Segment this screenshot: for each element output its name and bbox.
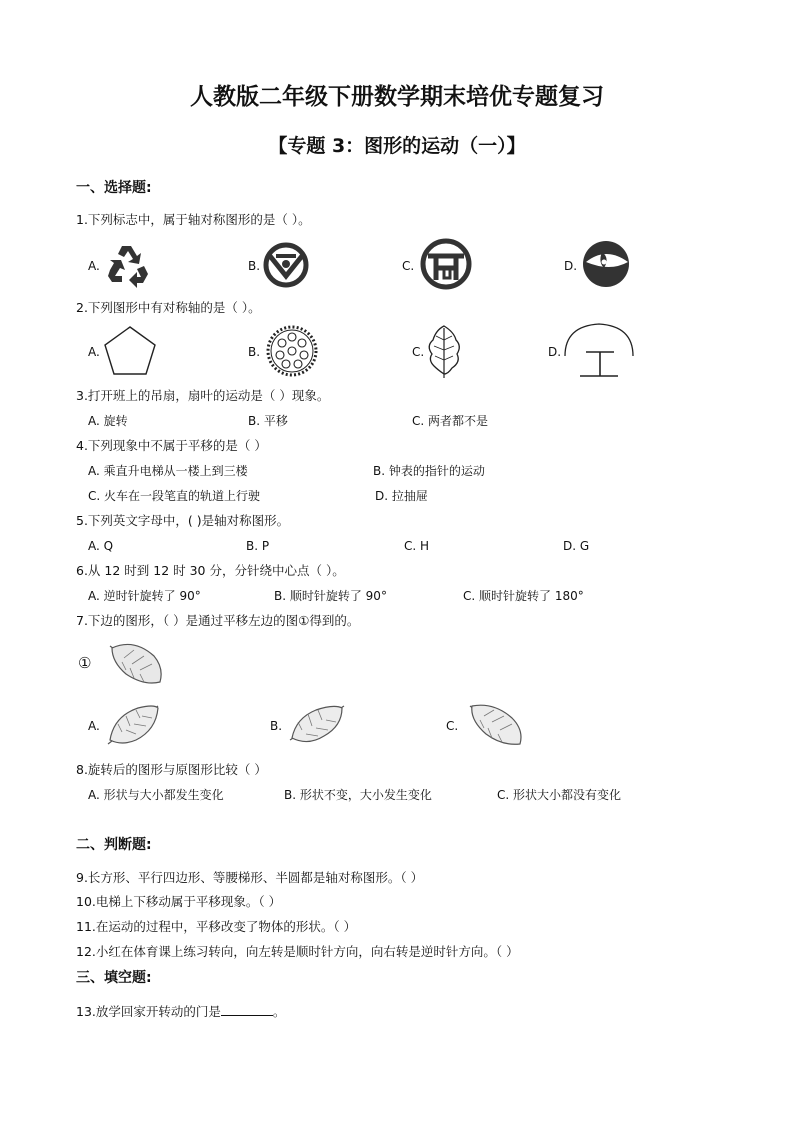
q1-option-b-label: B.	[248, 259, 261, 273]
pentagon-shape	[102, 324, 158, 378]
question-12: 12.小红在体育课上练习转向，向左转是顺时针方向，向右转是逆时针方向。（ ）	[76, 944, 519, 959]
q2-option-b-label: B.	[248, 345, 261, 359]
question-8: 8.旋转后的图形与原图形比较（ ）	[76, 762, 267, 777]
scalloped-circle-shape	[264, 324, 320, 378]
q7-figure-marker: ①	[78, 654, 92, 672]
q7-option-c-leaf-icon	[464, 700, 526, 750]
q5-option-a: A. Q	[88, 539, 114, 553]
question-1: 1.下列标志中，属于轴对称图形的是（ ）。	[76, 212, 311, 227]
arch-shape	[562, 320, 636, 380]
section-heading-fill: 三、填空题:	[76, 970, 152, 986]
q8-option-a: A. 形状与大小都发生变化	[88, 788, 224, 802]
q6-option-a: A. 逆时针旋转了 90°	[88, 589, 201, 603]
q8-option-c: C. 形状大小都没有变化	[497, 788, 622, 802]
section-heading-judgement: 二、判断题:	[76, 837, 152, 853]
q7-option-b-leaf-icon	[286, 700, 348, 750]
q1-option-a-label: A.	[88, 259, 100, 273]
q5-option-d: D. G	[563, 539, 590, 553]
emblem-logo-icon	[262, 242, 310, 288]
q5-option-b: B. P	[246, 539, 270, 553]
question-2: 2.下列图形中有对称轴的是（ ）。	[76, 300, 261, 315]
q4-option-a: A. 乘直升电梯从一楼上到三楼	[88, 464, 248, 478]
bank-logo-icon	[418, 238, 474, 290]
q4-option-b: B. 钟表的指针的运动	[373, 464, 485, 478]
q1-option-d-label: D.	[564, 259, 578, 273]
question-7: 7.下边的图形，（ ）是通过平移左边的图①得到的。	[76, 613, 360, 628]
q3-option-c: C. 两者都不是	[412, 414, 489, 428]
question-9: 9.长方形、平行四边形、等腰梯形、半圆都是轴对称图形。（ ）	[76, 870, 424, 885]
question-13-suffix: 。	[272, 1004, 286, 1019]
q6-option-c: C. 顺时针旋转了 180°	[463, 589, 584, 603]
q2-option-d-label: D.	[548, 345, 562, 359]
q7-original-leaf-icon	[104, 638, 166, 688]
q6-option-b: B. 顺时针旋转了 90°	[274, 589, 387, 603]
eye-logo-icon	[580, 238, 632, 290]
q7-option-c-label: C.	[446, 719, 459, 733]
q2-option-c-label: C.	[412, 345, 425, 359]
q5-option-c: C. H	[404, 539, 430, 553]
q7-option-b-label: B.	[270, 719, 283, 733]
q8-option-b: B. 形状不变，大小发生变化	[284, 788, 432, 802]
leaf-shape	[424, 322, 464, 380]
question-11: 11.在运动的过程中，平移改变了物体的形状。（ ）	[76, 919, 357, 934]
q3-option-a: A. 旋转	[88, 414, 128, 428]
question-5: 5.下列英文字母中，( )是轴对称图形。	[76, 513, 290, 528]
q3-option-b: B. 平移	[248, 414, 288, 428]
question-3: 3.打开班上的吊扇，扇叶的运动是（ ）现象。	[76, 388, 330, 403]
question-4: 4.下列现象中不属于平移的是（ ）	[76, 438, 267, 453]
q4-option-d: D. 拉抽屉	[375, 489, 428, 503]
question-13-prefix: 13.放学回家开转动的门是	[76, 1004, 221, 1019]
question-13	[76, 1003, 285, 1020]
question-10: 10.电梯上下移动属于平移现象。（ ）	[76, 894, 282, 909]
q1-option-c-label: C.	[402, 259, 415, 273]
section-heading-choice: 一、选择题:	[76, 180, 152, 196]
page-subtitle: 【专题 3：图形的运动（一）】	[268, 135, 526, 157]
q7-option-a-label: A.	[88, 719, 100, 733]
answer-blank[interactable]	[221, 1003, 273, 1016]
q2-option-a-label: A.	[88, 345, 100, 359]
q4-option-c: C. 火车在一段笔直的轨道上行驶	[88, 489, 261, 503]
question-6: 6.从 12 时到 12 时 30 分，分针绕中心点（ ）。	[76, 563, 345, 578]
page-title: 人教版二年级下册数学期末培优专题复习	[190, 84, 604, 110]
recycle-logo-icon	[104, 242, 152, 288]
q7-option-a-leaf-icon	[102, 700, 164, 750]
